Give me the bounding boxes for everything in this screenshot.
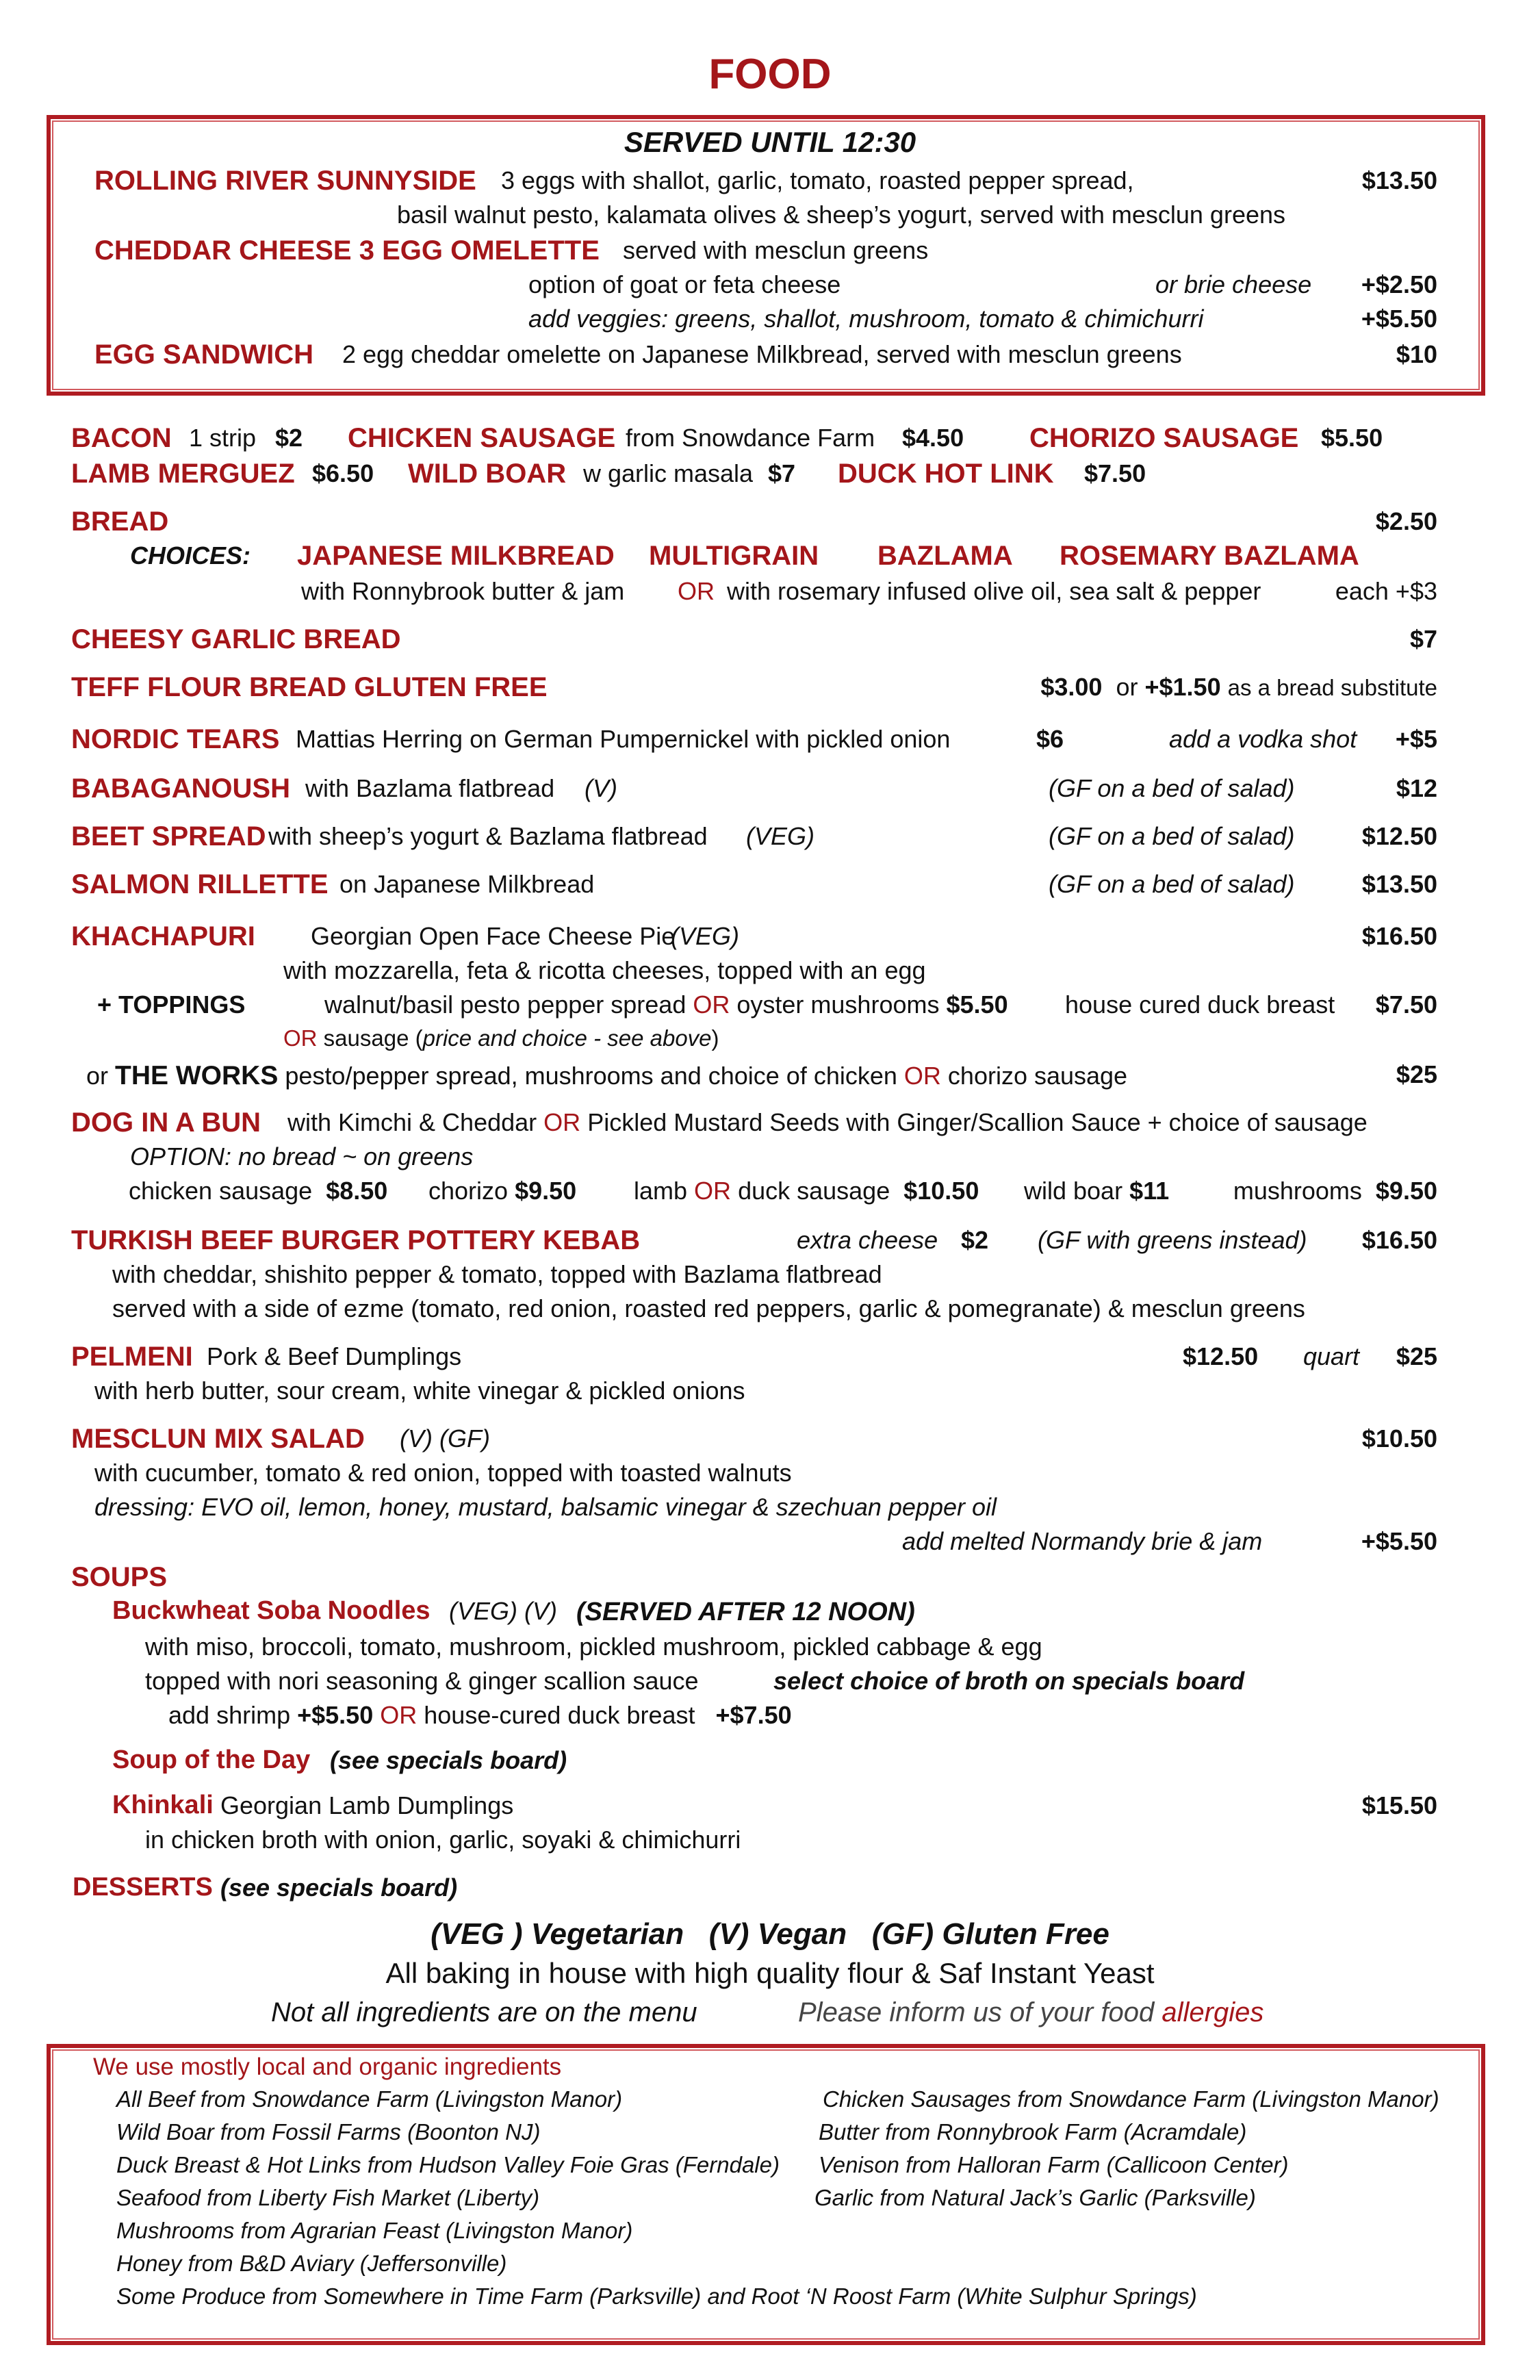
nordic-vodka: add a vodka shot bbox=[1169, 725, 1357, 753]
source-seafood: Seafood from Liberty Fish Market (Liberty) bbox=[116, 2185, 540, 2210]
bread-choice-multigrain: MULTIGRAIN bbox=[649, 541, 819, 571]
teff-price-line bbox=[1040, 675, 1437, 700]
sausage-label: sausage ( bbox=[323, 1025, 423, 1051]
diet-legend: (VEG ) Vegetarian (V) Vegan (GF) Gluten Free bbox=[431, 1917, 1109, 1951]
burger-extra: extra cheese bbox=[797, 1226, 938, 1254]
egg-sandwich-title: EGG SANDWICH bbox=[94, 340, 313, 370]
bread-choice-rosemary: ROSEMARY BAZLAMA bbox=[1060, 541, 1359, 571]
bacon-desc: 1 strip bbox=[189, 424, 257, 452]
teff-title: TEFF FLOUR BREAD GLUTEN FREE bbox=[71, 672, 548, 702]
works-title: THE WORKS bbox=[115, 1061, 279, 1090]
bread-choice-bazlama: BAZLAMA bbox=[877, 541, 1013, 571]
source-boar: Wild Boar from Fossil Farms (Boonton NJ) bbox=[116, 2119, 541, 2145]
bacon-price: $2 bbox=[275, 424, 303, 452]
topping-price: $5.50 bbox=[946, 990, 1008, 1019]
allergy-word: allergies bbox=[1162, 1997, 1264, 2027]
bread-each-price: each +$3 bbox=[1335, 577, 1437, 605]
salad-price: $10.50 bbox=[1361, 1424, 1437, 1453]
topping-duck-price: $7.50 bbox=[1375, 990, 1437, 1019]
source-duck: Duck Breast & Hot Links from Hudson Valley Foie Gras (Ferndale) bbox=[116, 2152, 780, 2177]
khachapuri-toppings-label: + TOPPINGS bbox=[97, 990, 246, 1019]
bread-price: $2.50 bbox=[1375, 507, 1437, 535]
soba-tag: (VEG) (V) bbox=[449, 1597, 557, 1625]
burger-extra-price: $2 bbox=[961, 1226, 989, 1254]
nordic-tears-price: $6 bbox=[1036, 725, 1064, 753]
dog-in-bun-title: DOG IN A BUN bbox=[71, 1108, 261, 1138]
soba-duck-price: +$7.50 bbox=[715, 1701, 792, 1729]
khachapuri-title: KHACHAPURI bbox=[71, 921, 255, 951]
desserts-note: (see specials board) bbox=[220, 1873, 458, 1902]
allergy-note bbox=[798, 1999, 1263, 2026]
chicken-sausage-desc: from Snowdance Farm bbox=[626, 424, 875, 452]
lamb-merguez-title: LAMB MERGUEZ bbox=[71, 459, 295, 489]
salad-add: add melted Normandy brie & jam bbox=[902, 1527, 1263, 1555]
pelmeni-desc: Pork & Beef Dumplings bbox=[207, 1342, 462, 1370]
babaganoush-tag: (V) bbox=[585, 774, 617, 802]
beet-spread-price: $12.50 bbox=[1361, 822, 1437, 850]
the-works-line bbox=[86, 1062, 1127, 1089]
sunnyside-desc2: basil walnut pesto, kalamata olives & sheep’s yogurt, served with mesclun greens bbox=[397, 201, 1286, 229]
dog-price-chorizo bbox=[428, 1179, 576, 1203]
source-mushrooms: Mushrooms from Agrarian Feast (Livingston Manor) bbox=[116, 2218, 633, 2243]
dog-lamb-price: $10.50 bbox=[903, 1177, 979, 1205]
dog-chicken-label: chicken sausage bbox=[129, 1177, 313, 1205]
served-until: SERVED UNTIL 12:30 bbox=[624, 126, 916, 158]
khinkali-desc: Georgian Lamb Dumplings bbox=[220, 1791, 514, 1819]
salad-dressing: dressing: EVO oil, lemon, honey, mustard, balsamic vinegar & szechuan pepper oil bbox=[94, 1493, 997, 1521]
dog-duck-label: duck sausage bbox=[738, 1177, 890, 1205]
topping-or: OR bbox=[693, 990, 730, 1019]
soba-shrimp-price: +$5.50 bbox=[297, 1701, 374, 1729]
beet-spread-title: BEET SPREAD bbox=[71, 821, 266, 852]
burger-line3: served with a side of ezme (tomato, red onion, roasted red peppers, garlic & pomegranate) & mesclun greens bbox=[112, 1294, 1305, 1322]
source-beef: All Beef from Snowdance Farm (Livingston Manor) bbox=[116, 2086, 623, 2112]
chorizo-title: CHORIZO SAUSAGE bbox=[1029, 423, 1299, 453]
beet-spread-gf: (GF on a bed of salad) bbox=[1049, 822, 1295, 850]
khinkali-line2: in chicken broth with onion, garlic, soyaki & chimichurri bbox=[145, 1826, 741, 1854]
burger-title: TURKISH BEEF BURGER POTTERY KEBAB bbox=[71, 1225, 641, 1255]
salmon-rillette-price: $13.50 bbox=[1361, 870, 1437, 898]
dog-desc1: with Kimchi & Cheddar bbox=[287, 1108, 537, 1136]
dog-price-lamb bbox=[634, 1179, 979, 1203]
sunnyside-desc: 3 eggs with shallot, garlic, tomato, roasted pepper spread, bbox=[501, 166, 1134, 194]
salad-add-price: +$5.50 bbox=[1361, 1527, 1437, 1555]
babaganoush-gf: (GF on a bed of salad) bbox=[1049, 774, 1295, 802]
salad-tag: (V) (GF) bbox=[400, 1424, 490, 1453]
nordic-vodka-price: +$5 bbox=[1395, 725, 1437, 753]
soup-of-day-title: Soup of the Day bbox=[112, 1745, 311, 1774]
teff-sub-price: +$1.50 bbox=[1144, 673, 1221, 701]
khachapuri-tag: (VEG) bbox=[671, 922, 740, 950]
soba-shrimp: add shrimp bbox=[168, 1701, 291, 1729]
wild-boar-desc: w garlic masala bbox=[583, 459, 754, 487]
salad-line2: with cucumber, tomato & red onion, topped with toasted walnuts bbox=[94, 1459, 792, 1487]
burger-gf: (GF with greens instead) bbox=[1038, 1226, 1307, 1254]
salmon-rillette-gf: (GF on a bed of salad) bbox=[1049, 870, 1295, 898]
chicken-sausage-price: $4.50 bbox=[902, 424, 964, 452]
wild-boar-title: WILD BOAR bbox=[408, 459, 567, 489]
pelmeni-quart: quart bbox=[1303, 1342, 1360, 1370]
dog-in-bun-desc bbox=[287, 1110, 1368, 1135]
soba-or: OR bbox=[380, 1701, 418, 1729]
sourcing-title: We use mostly local and organic ingredients bbox=[93, 2053, 562, 2080]
dog-mushrooms-label: mushrooms bbox=[1233, 1177, 1362, 1205]
pelmeni-title: PELMENI bbox=[71, 1342, 193, 1372]
soups-title: SOUPS bbox=[71, 1562, 168, 1592]
bread-with-butter: with Ronnybrook butter & jam bbox=[301, 577, 625, 605]
soba-line2: topped with nori seasoning & ginger scallion sauce bbox=[145, 1667, 699, 1695]
desserts-title: DESSERTS bbox=[73, 1873, 213, 1902]
khachapuri-line2: with mozzarella, feta & ricotta cheeses, topped with an egg bbox=[283, 956, 926, 984]
bacon-title: BACON bbox=[71, 423, 172, 453]
source-produce: Some Produce from Somewhere in Time Farm (Parksville) and Root ‘N Roost Farm (White Sulphur Springs) bbox=[116, 2283, 1197, 2309]
sunnyside-price: $13.50 bbox=[1361, 166, 1437, 194]
duck-hot-link-title: DUCK HOT LINK bbox=[838, 459, 1054, 489]
chorizo-price: $5.50 bbox=[1321, 424, 1383, 452]
sausage-note: price and choice - see above bbox=[422, 1025, 712, 1051]
teff-sub: as a bread substitute bbox=[1227, 675, 1437, 700]
egg-sandwich-price: $10 bbox=[1396, 340, 1437, 368]
babaganoush-title: BABAGANOUSH bbox=[71, 773, 290, 804]
burger-line2: with cheddar, shishito pepper & tomato, topped with Bazlama flatbread bbox=[112, 1260, 882, 1288]
topping-mushrooms: oyster mushrooms bbox=[736, 990, 940, 1019]
source-venison: Venison from Halloran Farm (Callicoon Center) bbox=[819, 2152, 1289, 2177]
babaganoush-price: $12 bbox=[1396, 774, 1437, 802]
soba-note: (SERVED AFTER 12 NOON) bbox=[576, 1598, 915, 1626]
dog-or: OR bbox=[543, 1108, 581, 1136]
dog-price-chicken bbox=[129, 1179, 387, 1203]
works-desc2: chorizo sausage bbox=[947, 1062, 1128, 1090]
beet-spread-desc: with sheep’s yogurt & Bazlama flatbread bbox=[268, 822, 708, 850]
bread-title: BREAD bbox=[71, 507, 169, 537]
khachapuri-price: $16.50 bbox=[1361, 922, 1437, 950]
teff-or: or bbox=[1116, 673, 1138, 701]
salmon-rillette-title: SALMON RILLETTE bbox=[71, 869, 329, 899]
works-or: or bbox=[86, 1062, 109, 1090]
dog-option: OPTION: no bread ~ on greens bbox=[130, 1142, 474, 1170]
nordic-tears-desc: Mattias Herring on German Pumpernickel with pickled onion bbox=[296, 725, 951, 753]
soup-of-day-note: (see specials board) bbox=[330, 1746, 567, 1774]
egg-sandwich-desc: 2 egg cheddar omelette on Japanese Milkbread, served with mesclun greens bbox=[342, 340, 1182, 368]
bread-with-oil: with rosemary infused olive oil, sea salt & pepper bbox=[727, 577, 1261, 605]
khachapuri-desc: Georgian Open Face Cheese Pie bbox=[311, 922, 676, 950]
allergy-inform: Please inform us of your food bbox=[798, 1997, 1155, 2027]
chicken-sausage-title: CHICKEN SAUSAGE bbox=[348, 423, 616, 453]
soba-duck: house-cured duck breast bbox=[424, 1701, 695, 1729]
dog-lamb-label: lamb bbox=[634, 1177, 688, 1205]
pelmeni-line2: with herb butter, sour cream, white vinegar & pickled onions bbox=[94, 1377, 745, 1405]
dog-lamb-or: OR bbox=[694, 1177, 732, 1205]
soba-line3 bbox=[168, 1703, 792, 1728]
dog-boar-price: $11 bbox=[1129, 1177, 1170, 1205]
page-title: FOOD bbox=[708, 51, 832, 98]
omelette-veggies-price: +$5.50 bbox=[1361, 305, 1437, 333]
pelmeni-quart-price: $25 bbox=[1396, 1342, 1437, 1370]
lamb-merguez-price: $6.50 bbox=[312, 459, 374, 487]
omelette-title: CHEDDAR CHEESE 3 EGG OMELETTE bbox=[94, 235, 600, 266]
dog-chicken-price: $8.50 bbox=[326, 1177, 388, 1205]
nordic-tears-title: NORDIC TEARS bbox=[71, 724, 280, 754]
works-desc1: pesto/pepper spread, mushrooms and choice of chicken bbox=[285, 1062, 897, 1090]
bread-choice-milkbread: JAPANESE MILKBREAD bbox=[297, 541, 615, 571]
works-or2: OR bbox=[903, 1062, 941, 1090]
beet-spread-tag: (VEG) bbox=[746, 822, 815, 850]
dog-boar-label: wild boar bbox=[1024, 1177, 1123, 1205]
omelette-brie-price: +$2.50 bbox=[1361, 270, 1437, 298]
source-garlic: Garlic from Natural Jack’s Garlic (Parksville) bbox=[814, 2185, 1256, 2210]
not-all-ingredients: Not all ingredients are on the menu bbox=[271, 1997, 697, 2027]
cheesy-garlic-price: $7 bbox=[1409, 625, 1437, 653]
topping-duck: house cured duck breast bbox=[1065, 990, 1335, 1019]
khachapuri-sausage bbox=[283, 1027, 719, 1049]
teff-price: $3.00 bbox=[1040, 673, 1103, 701]
salmon-rillette-desc: on Japanese Milkbread bbox=[339, 870, 595, 898]
source-butter: Butter from Ronnybrook Farm (Acramdale) bbox=[819, 2119, 1247, 2145]
source-honey: Honey from B&D Aviary (Jeffersonville) bbox=[116, 2251, 507, 2276]
dog-chorizo-label: chorizo bbox=[428, 1177, 509, 1205]
dog-price-boar bbox=[1024, 1179, 1169, 1203]
bread-choices-label: CHOICES: bbox=[130, 541, 251, 570]
dog-mushrooms-price: $9.50 bbox=[1375, 1177, 1437, 1205]
sausage-or: OR bbox=[283, 1025, 318, 1051]
soba-title: Buckwheat Soba Noodles bbox=[112, 1596, 431, 1625]
omelette-brie: or brie cheese bbox=[1155, 270, 1312, 298]
omelette-desc: served with mesclun greens bbox=[623, 236, 929, 264]
duck-hot-link-price: $7.50 bbox=[1084, 459, 1146, 487]
bread-or: OR bbox=[678, 577, 715, 605]
soba-broth-note: select choice of broth on specials board bbox=[773, 1667, 1245, 1695]
omelette-option: option of goat or feta cheese bbox=[528, 270, 841, 298]
dog-chorizo-price: $9.50 bbox=[515, 1177, 577, 1205]
pelmeni-price: $12.50 bbox=[1183, 1342, 1259, 1370]
dog-price-mushrooms bbox=[1233, 1179, 1437, 1203]
the-works-price: $25 bbox=[1396, 1060, 1437, 1088]
sunnyside-title: ROLLING RIVER SUNNYSIDE bbox=[94, 166, 476, 196]
omelette-veggies: add veggies: greens, shallot, mushroom, tomato & chimichurri bbox=[528, 305, 1204, 333]
wild-boar-price: $7 bbox=[768, 459, 796, 487]
babaganoush-desc: with Bazlama flatbread bbox=[305, 774, 555, 802]
burger-price: $16.50 bbox=[1361, 1226, 1437, 1254]
soba-line1: with miso, broccoli, tomato, mushroom, pickled mushroom, pickled cabbage & egg bbox=[145, 1633, 1042, 1661]
cheesy-garlic-title: CHEESY GARLIC BREAD bbox=[71, 624, 401, 654]
khinkali-price: $15.50 bbox=[1361, 1791, 1437, 1819]
khinkali-title: Khinkali bbox=[112, 1791, 214, 1819]
baking-note: All baking in house with high quality flour & Saf Instant Yeast bbox=[385, 1957, 1155, 1989]
khachapuri-toppings bbox=[324, 990, 1008, 1019]
dog-desc2: Pickled Mustard Seeds with Ginger/Scallion Sauce + choice of sausage bbox=[587, 1108, 1368, 1136]
salad-title: MESCLUN MIX SALAD bbox=[71, 1424, 365, 1454]
sausage-close: ) bbox=[711, 1025, 719, 1051]
source-chicken-sausages: Chicken Sausages from Snowdance Farm (Livingston Manor) bbox=[823, 2086, 1439, 2112]
topping-pesto: walnut/basil pesto pepper spread bbox=[324, 990, 686, 1019]
